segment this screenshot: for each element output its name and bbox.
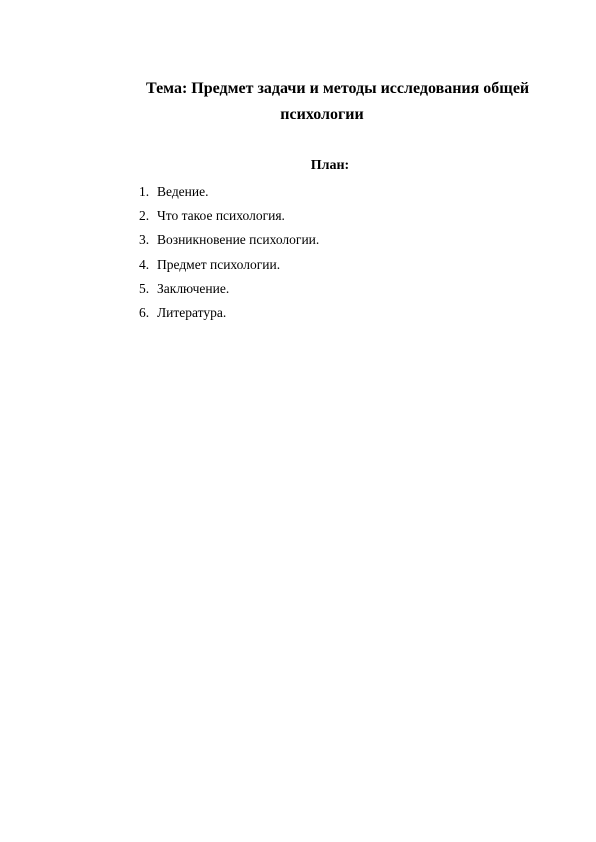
- plan-list: [139, 183, 319, 328]
- plan-item-text: Что такое психология.: [157, 208, 285, 224]
- plan-list-item: [139, 280, 319, 304]
- plan-item-text: Возникновение психологии.: [157, 232, 320, 248]
- plan-item-text: Предмет психологии.: [157, 256, 281, 272]
- plan-item-text: Литература.: [157, 304, 227, 320]
- plan-heading: [0, 158, 596, 174]
- document-title-line-2-text: психологии: [280, 106, 364, 123]
- plan-list-item: [139, 207, 319, 231]
- plan-item-number: 3.: [139, 232, 150, 248]
- plan-item-number: 1.: [139, 184, 150, 199]
- plan-item-text: Ведение.: [157, 184, 209, 199]
- plan-item-number: 6.: [139, 304, 150, 320]
- plan-heading-text: План:: [310, 158, 350, 173]
- plan-list-item: [139, 183, 319, 207]
- plan-item-number: 4.: [139, 256, 150, 272]
- plan-item-number: 5.: [139, 280, 150, 296]
- plan-list-item: [139, 231, 319, 255]
- document-title-line-1: Тема: Предмет задачи и методы исследования общей: [146, 80, 530, 97]
- plan-item-text: Заключение.: [157, 280, 230, 296]
- plan-list-item: [139, 304, 319, 328]
- plan-item-number: 2.: [139, 208, 150, 224]
- document-title-line-2: [0, 106, 596, 124]
- plan-list-item: [139, 256, 319, 280]
